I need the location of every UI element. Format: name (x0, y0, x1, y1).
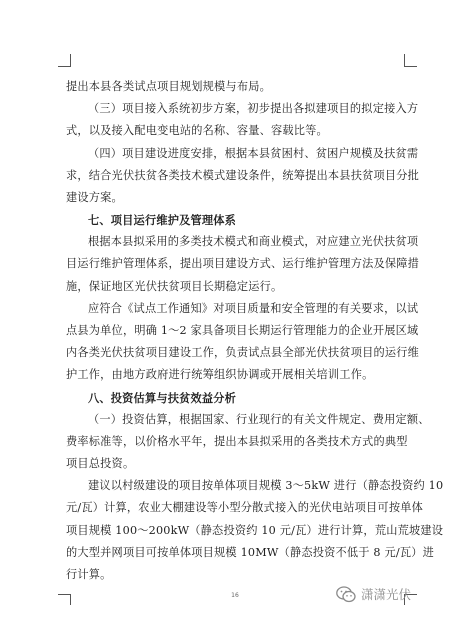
corner-mark-top-left (58, 54, 71, 67)
text-line: 护工作，由地方政府进行统筹组织协调或开展相关培训工作。 (66, 368, 374, 381)
corner-mark-bottom-left (58, 594, 71, 605)
text-line: 目运行维护管理体系，提出项目建设方式、运行维护管理方法及保障措 (66, 257, 420, 270)
text-line: （四）项目建设进度安排，根据本县贫困村、贫困户规模及扶贫需 (88, 147, 419, 160)
corner-mark-top-right (404, 54, 417, 67)
text-line: （一）投资估算，根据国家、行业现行的有关文件规定、费用定额、 (88, 413, 430, 426)
watermark-text: 潇潇光伏 (361, 587, 412, 602)
section-heading: 八、投资估算与扶贫效益分析 (88, 391, 237, 405)
wechat-icon (336, 586, 356, 603)
text-line: 建议以村级建设的项目按单体项目规模 3～5kW 进行（静态投资约 10 (88, 479, 444, 492)
text-line: 元/瓦）计算，农业大棚建设等小型分散式接入的光伏电站项目可按单体 (66, 501, 423, 514)
text-line: 式，以及接入配电变电站的名称、容量、容载比等。 (66, 124, 328, 137)
watermark (336, 583, 411, 605)
text-line: 应符合《试点工作通知》对项目质量和安全管理的有关要求，以试 (88, 302, 419, 315)
text-line: 项目总投资。 (66, 457, 135, 470)
text-line: （三）项目接入系统初步方案，初步提出各拟建项目的拟定接入方 (88, 102, 419, 115)
text-line: 求，结合光伏扶贫各类技术模式建设条件，统筹提出本县扶贫项目分批 (66, 169, 420, 182)
page-number: 16 (231, 592, 239, 599)
text-line: 根据本县拟采用的多类技术模式和商业模式，对应建立光伏扶贫项 (88, 235, 419, 248)
text-line: 点县为单位，明确 1～2 家具备项目长期运行管理能力的企业开展区域 (66, 324, 419, 337)
text-line: 提出本县各类试点项目规划规模与布局。 (66, 80, 271, 93)
text-line: 内各类光伏扶贫项目建设工作，负责试点县全部光伏扶贫项目的运行维 (66, 346, 420, 359)
text-line: 建设方案。 (66, 191, 123, 204)
text-line: 施，保证地区光伏扶贫项目长期稳定运行。 (66, 280, 283, 293)
section-heading: 七、项目运行维护及管理体系 (88, 213, 237, 227)
text-line: 行计算。 (66, 568, 112, 581)
text-line: 的大型并网项目可按单体项目规模 10MW（静态投资不低于 8 元/瓦）进 (66, 546, 435, 559)
text-line: 项目规模 100～200kW（静态投资约 10 元/瓦）进行计算，荒山荒坡建设 (66, 524, 444, 537)
text-line: 费率标准等，以价格水平年，提出本县拟采用的各类技术方式的典型 (66, 435, 408, 448)
